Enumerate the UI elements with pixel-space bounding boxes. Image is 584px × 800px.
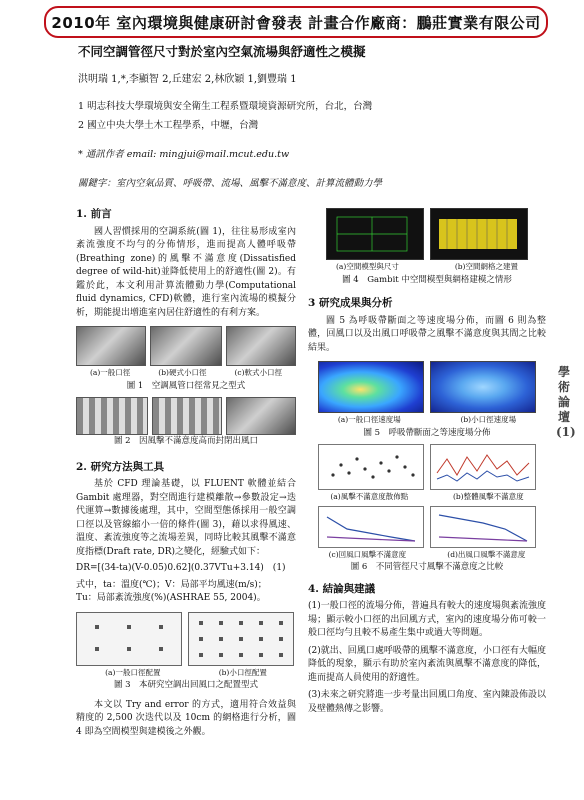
side-section-label: 學術論壇(1) <box>556 365 576 439</box>
figure-6d-line <box>430 506 536 548</box>
figure-1-subcaptions <box>76 366 296 380</box>
section-2-closing: 本文以 Try and error 的方式，適用符合效益與精度的 2,500 次迭代以及 10cm 的網格進行分析，圖 4 即為空間模型與建模後之外觀。 <box>76 699 296 737</box>
author-list: 洪明瑞 1,*,李顯智 2,丘建宏 2,林欣穎 1,劉豐瑞 1 <box>78 74 297 85</box>
figure-6c-line <box>318 506 424 548</box>
figure-3b-plan <box>188 612 294 666</box>
figure-3a-label: (a)一般口徑配置 <box>105 667 161 677</box>
figure-5-subcaptions <box>308 413 546 427</box>
figure-6b-label: (b)整體風擊不滿意度 <box>452 492 524 501</box>
figure-4a-label: (a)空間模型與尺寸 <box>336 262 399 271</box>
figure-4b-label: (b)空間網格之建置 <box>454 262 518 271</box>
figure-1-caption: 圖 1 空調風管口徑常見之型式 <box>126 380 246 391</box>
figure-4-subcaptions <box>308 260 546 274</box>
conclusion-item: (1)一般口徑的流場分佈，普遍具有較大的速度場與紊流強度場；顯示較小口徑的出回風方式，室內的速度場分佈可較一般口徑均勻且較不易產生集中或過大等問題。 <box>308 601 546 638</box>
section-2-heading: 2. 研究方法與工具 <box>76 460 165 473</box>
figure-6-top <box>308 444 546 490</box>
figure-5-images <box>308 361 546 413</box>
figure-4b-mesh <box>430 208 528 260</box>
figure-3b-label: (b)小口徑配置 <box>218 667 267 677</box>
keywords: 關鍵字：室內空氣品質、呼吸帶、流場、風擊不滿意度、計算流體動力學 <box>78 178 383 189</box>
figure-3-subcaptions <box>76 666 296 680</box>
formula-where-2: Tu：局部紊流強度(%)(ASHRAE 55, 2004)。 <box>76 593 266 603</box>
figure-3-images <box>76 612 296 666</box>
figure-1b-image <box>150 326 222 366</box>
figure-5a-label: (a)一般口徑速度場 <box>337 415 401 424</box>
affiliation-2: 2 國立中央大學土木工程學系，中壢，台灣 <box>78 120 259 131</box>
formula-where-1: 式中，ta：溫度(℃)；V：局部平均風速(m/s)； <box>76 579 267 590</box>
figure-6-bottom-subcaptions <box>308 548 546 562</box>
figure-6a-scatter <box>318 444 424 490</box>
figure-1a-label: (a)一般口徑 <box>89 368 131 377</box>
figure-2b-image <box>152 397 222 435</box>
section-2-body: 基於 CFD 理論基礎，以 FLUENT 軟體並結合 Gambit 處理器，對空間進行建模離散→參數設定→迭代運算→數據後處理，其中，空間型態係採用一般空調口徑以及管線縮小一倍的條件(圖 3)，藉以求得風速、溫度、紊流強度等之流場差異，同時比較其風擊不滿意度指標(Draft rate, DR)之變化，經驗式如下： <box>76 479 296 557</box>
left-column <box>76 208 296 739</box>
figure-2-images <box>76 397 296 435</box>
figure-6b-line <box>430 444 536 490</box>
figure-5b-contour <box>430 361 536 413</box>
conclusion-item: (2)就出、回風口處呼吸帶的風擊不滿意度，小口徑有大幅度降低的現象，顯示有助於室內紊流與風擊不滿意度的降低，進而提高人員使用的舒適性。 <box>308 645 546 683</box>
figure-2-caption: 圖 2 因風擊不滿意度高而封閉出風口 <box>113 436 259 446</box>
section-1-body: 國人習慣採用的空調系統(圖 1)，往往易形成室內紊流強度不均勻的分佈情形，進而提高人體呼吸帶(Breathing zone)的風擊不滿意度(Dissatisfied degree of wild-hit)並降低使用上的舒適性(圖 2)。有鑑於此，本文利用計算流體動力學(Computational fluid dynamics, CFD)軟體，進行室內流場的模擬分析，期能提出增進室內居住舒適性的有利方案。 <box>76 226 296 318</box>
figure-1c-label: (c)軟式小口徑 <box>234 368 282 377</box>
figure-1b-label: (b)硬式小口徑 <box>158 368 207 377</box>
figure-4a-model <box>326 208 424 260</box>
section-4-heading: 4. 結論與建議 <box>308 582 376 595</box>
figure-5-caption: 圖 5 呼吸帶斷面之等速度場分佈 <box>363 427 491 438</box>
corresponding-author: * 通訊作者 email: mingjui@mail.mcut.edu.tw <box>78 149 290 160</box>
figure-6-caption: 圖 6 不同管徑尺寸風擊不滿意度之比較 <box>350 562 504 572</box>
figure-4-images <box>308 208 546 260</box>
paper-title: 不同空調管徑尺寸對於室內空氣流場與舒適性之模擬 <box>78 44 366 59</box>
affiliation-1: 1 明志科技大學環境與安全衛生工程系暨環境資源研究所，台北，台灣 <box>78 101 373 112</box>
section-1-heading: 1. 前言 <box>76 208 112 220</box>
figure-3-caption: 圖 3 本研究空調出回風口之配置型式 <box>113 680 259 690</box>
figure-2c-image <box>226 397 296 435</box>
figure-1c-image <box>226 326 296 366</box>
figure-5b-label: (b)小口徑速度場 <box>460 415 517 424</box>
figure-1a-image <box>76 326 146 366</box>
figure-2a-image <box>76 397 148 435</box>
right-column <box>308 208 546 720</box>
figure-3a-plan <box>76 612 182 666</box>
figure-6-top-subcaptions <box>308 490 546 504</box>
figure-4-caption: 圖 4 Gambit 中空間模型與網格建模之情形 <box>342 274 512 285</box>
section-3-heading: 3 研究成果與分析 <box>308 297 393 309</box>
figure-6-bottom <box>308 506 546 548</box>
figure-5a-contour <box>318 361 424 413</box>
figure-6c-label: (c)回風口風擊不滿意度 <box>328 549 407 559</box>
figure-6d-label: (d)出風口風擊不滿意度 <box>447 549 526 559</box>
draft-rate-formula: DR=[(34-ta)(V-0.05)0.62](0.37VTu+3.14) (1) <box>76 563 286 573</box>
conference-banner: 2010年 室內環境與健康研討會發表 計畫合作廠商：鵬莊實業有限公司 <box>44 6 548 38</box>
conclusion-item: (3)未來之研究將進一步考量出回風口角度、室內陳設佈設以及壁體熱傳之影響。 <box>308 690 546 714</box>
section-3-body: 圖 5 為呼吸帶斷面之等速度場分佈，而圖 6 則為整體，回風口以及出風口呼吸帶之風擊不滿意度與其間之比較結果。 <box>308 315 546 353</box>
conclusion-list <box>308 600 546 716</box>
figure-6a-label: (a)風擊不滿意度散佈點 <box>330 492 409 501</box>
figure-1-images <box>76 326 296 366</box>
